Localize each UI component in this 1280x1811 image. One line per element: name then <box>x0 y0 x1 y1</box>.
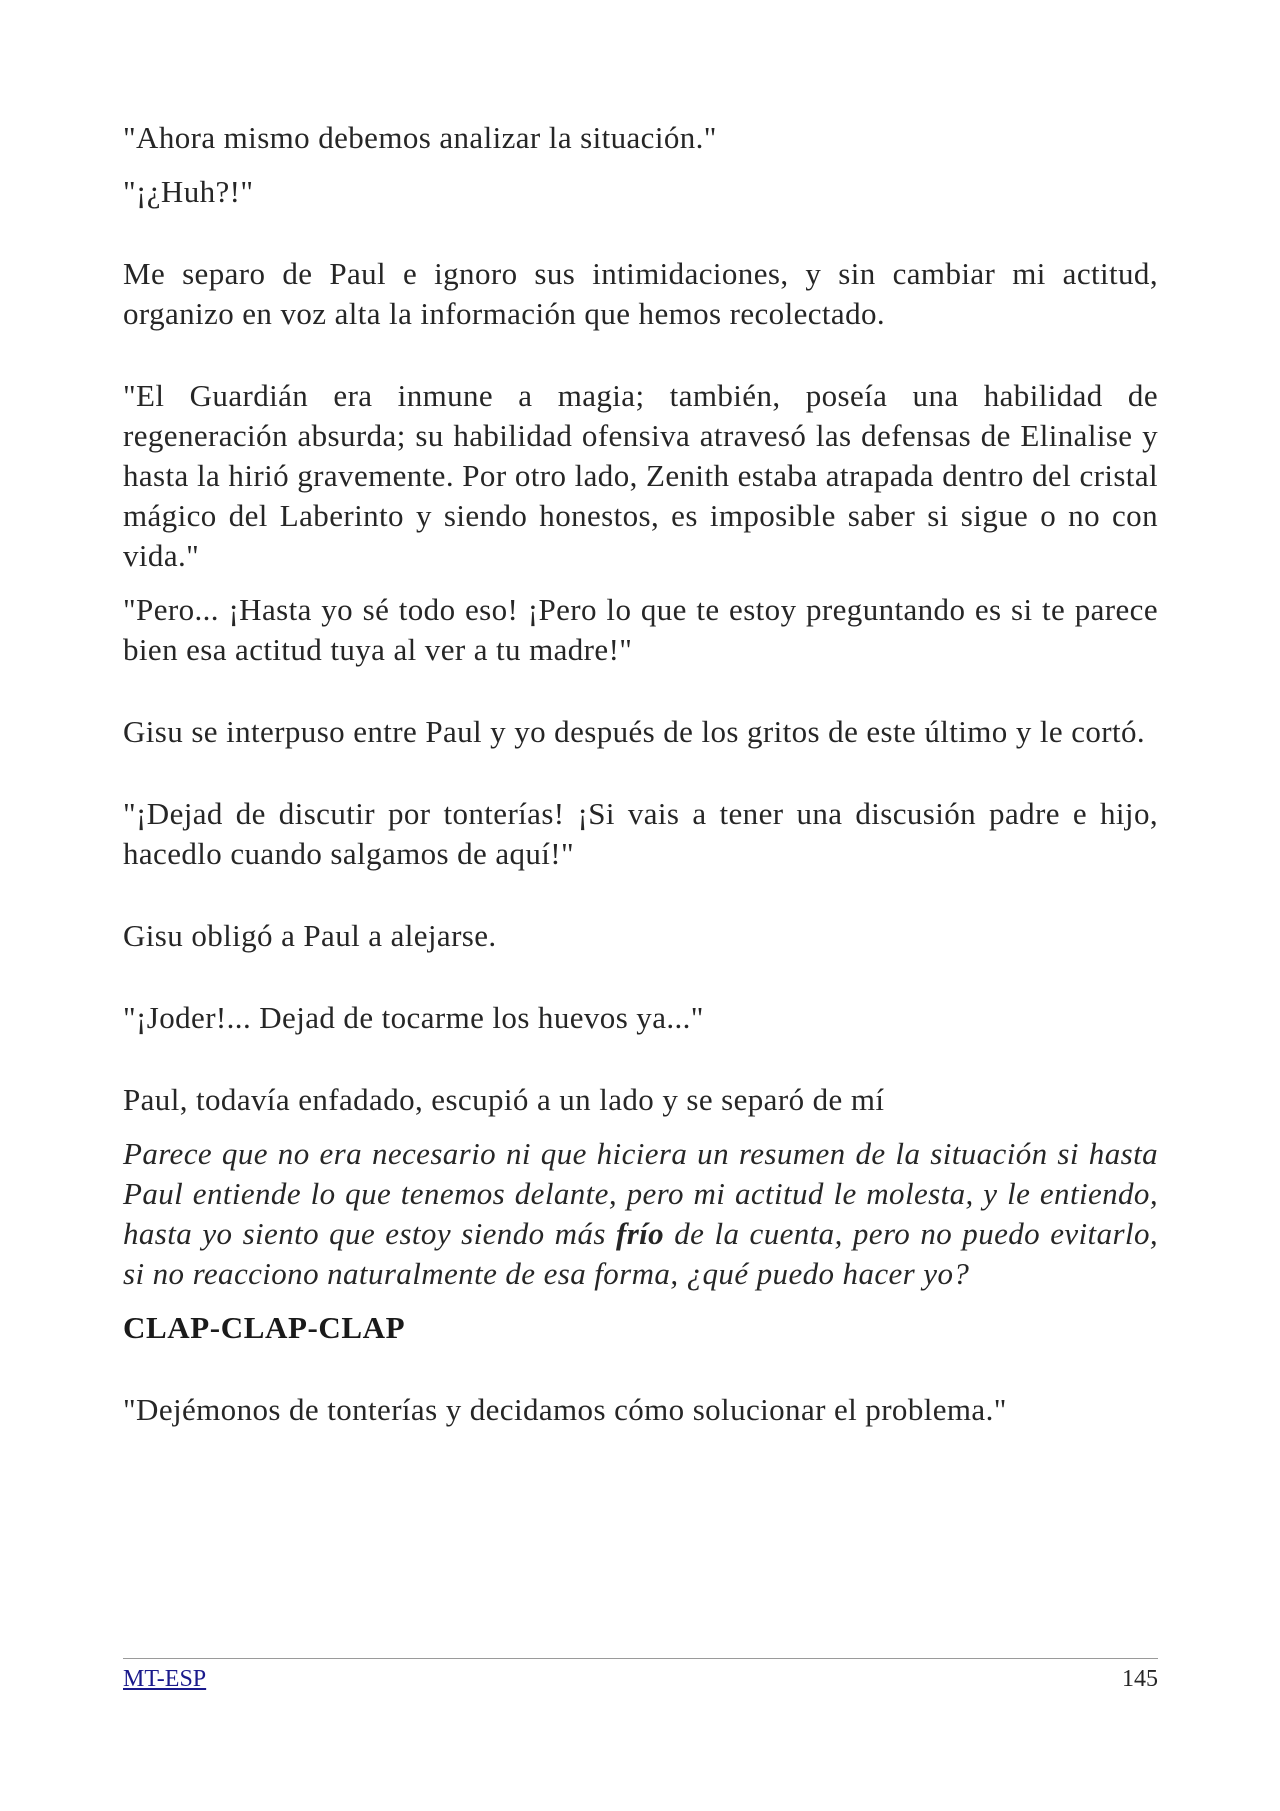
paragraph-4: "El Guardián era inmune a magia; también, poseía una habilidad de regeneración absurda; su habilidad ofensiva atravesó las defensas de Elinalise y hasta la hirió gravemente. Por otro lado, Zenith estaba atrapada dentro del cristal mágico del Laberinto y siendo honestos, es imposible saber si sigue o no con vida." <box>123 378 1158 573</box>
thought-text-end: de la cuenta, pero no puedo evitarlo, si no reacciono naturalmente de esa forma, ¿qué puedo hacer yo? <box>123 1216 1158 1291</box>
emphasized-word: frío <box>615 1216 665 1251</box>
paragraph-1: "Ahora mismo debemos analizar la situación." <box>123 120 717 155</box>
paragraph-6: Gisu se interpuso entre Paul y yo después de los gritos de este último y le cortó. <box>123 714 1146 749</box>
paragraph-5: "Pero... ¡Hasta yo sé todo eso! ¡Pero lo que te estoy preguntando es si te parece bien esa actitud tuya al ver a tu madre!" <box>123 592 1158 667</box>
footer-site-link[interactable]: MT-ESP <box>123 1666 207 1692</box>
paragraph-3: Me separo de Paul e ignoro sus intimidaciones, y sin cambiar mi actitud, organizo en voz alta la información que hemos recolectado. <box>123 256 1158 331</box>
page-number: 145 <box>1122 1666 1158 1692</box>
paragraph-7: "¡Dejad de discutir por tonterías! ¡Si vais a tener una discusión padre e hijo, hacedlo cuando salgamos de aquí!" <box>123 796 1158 871</box>
paragraph-9: "¡Joder!... Dejad de tocarme los huevos ya..." <box>123 1000 704 1035</box>
paragraph-2: "¡¿Huh?!" <box>123 174 254 209</box>
page-footer <box>123 1658 1158 1697</box>
sound-effect-heading: CLAP-CLAP-CLAP <box>123 1310 406 1345</box>
paragraph-12: "Dejémonos de tonterías y decidamos cómo solucionar el problema." <box>123 1392 1007 1427</box>
paragraph-8: Gisu obligó a Paul a alejarse. <box>123 918 497 953</box>
paragraph-10: Paul, todavía enfadado, escupió a un lado y se separó de mí <box>123 1082 885 1117</box>
page-body <box>123 118 1158 1430</box>
paragraph-11-inner-thought <box>123 1134 1158 1294</box>
thought-text-start: Parece que no era necesario ni que hiciera un resumen de la situación si hasta Paul entiende lo que tenemos delante, pero mi actitud le molesta, y le entiendo, hasta yo siento que estoy siendo más <box>123 1136 1158 1251</box>
